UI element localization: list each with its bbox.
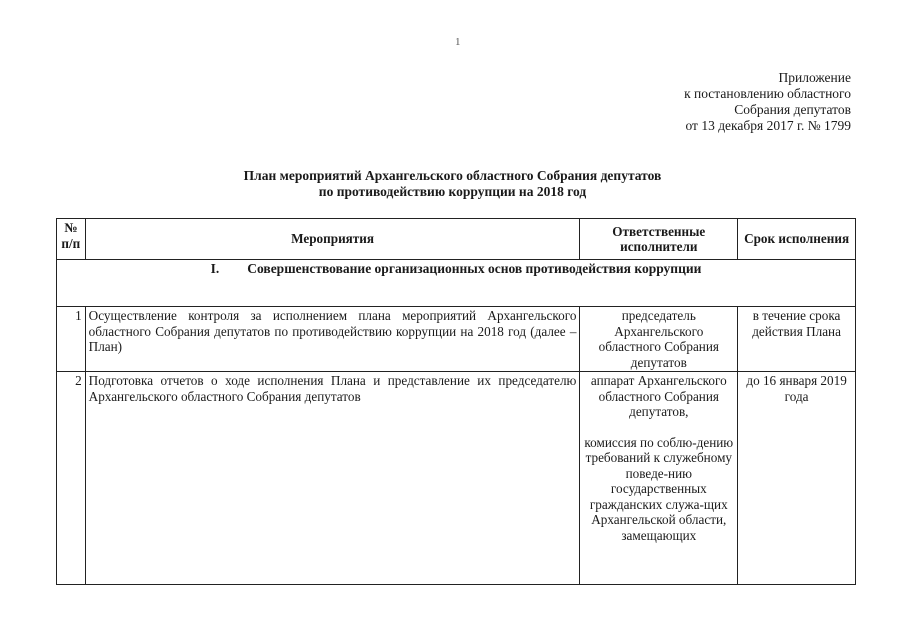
row-responsible — [580, 372, 738, 585]
section-title: Совершенствование организационных основ противодействия коррупции — [247, 261, 702, 276]
responsible-entry: комиссия по соблю-дению требований к служебному поведе-нию государственных гражданских служа-щих Архангельской области, замещающих — [584, 434, 734, 543]
table-row — [57, 372, 856, 585]
row-responsible — [580, 307, 738, 372]
row-activity: Подготовка отчетов о ходе исполнения Плана и представление их председателю Архангельского областного Собрания депутатов — [85, 372, 580, 585]
title-line: План мероприятий Архангельского областного Собрания депутатов — [243, 168, 662, 183]
header-number: № п/п — [57, 219, 86, 260]
spacer — [583, 420, 734, 435]
header-responsible: Ответственные исполнители — [580, 219, 738, 260]
row-number: 2 — [57, 372, 86, 585]
page-number: 1 — [455, 36, 461, 48]
row-number: 1 — [57, 307, 86, 372]
table-row — [57, 307, 856, 372]
appendix-line: Собрания депутатов — [734, 102, 851, 117]
responsible-entry: председатель Архангельского областного Собрания депутатов — [598, 308, 719, 370]
plan-table — [56, 218, 856, 585]
responsible-entry: аппарат Архангельского областного Собрания депутатов, — [590, 373, 727, 419]
appendix-note — [684, 70, 851, 134]
header-activities: Мероприятия — [85, 219, 580, 260]
section-row — [57, 260, 856, 307]
row-term: в течение срока действия Плана — [738, 307, 856, 372]
appendix-line: от 13 декабря 2017 г. № 1799 — [685, 118, 851, 133]
section-heading — [57, 260, 856, 307]
document-title — [0, 168, 905, 200]
appendix-line: Приложение — [778, 70, 851, 85]
section-number: I. — [210, 261, 220, 276]
header-term: Срок исполнения — [738, 219, 856, 260]
row-term: до 16 января 2019 года — [738, 372, 856, 585]
table-header-row — [57, 219, 856, 260]
row-activity: Осуществление контроля за исполнением плана мероприятий Архангельского областного Собрания депутатов по противодействию коррупции на 2018 год (далее – План) — [85, 307, 580, 372]
appendix-line: к постановлению областного — [684, 86, 851, 101]
title-line: по противодействию коррупции на 2018 год — [318, 184, 587, 199]
